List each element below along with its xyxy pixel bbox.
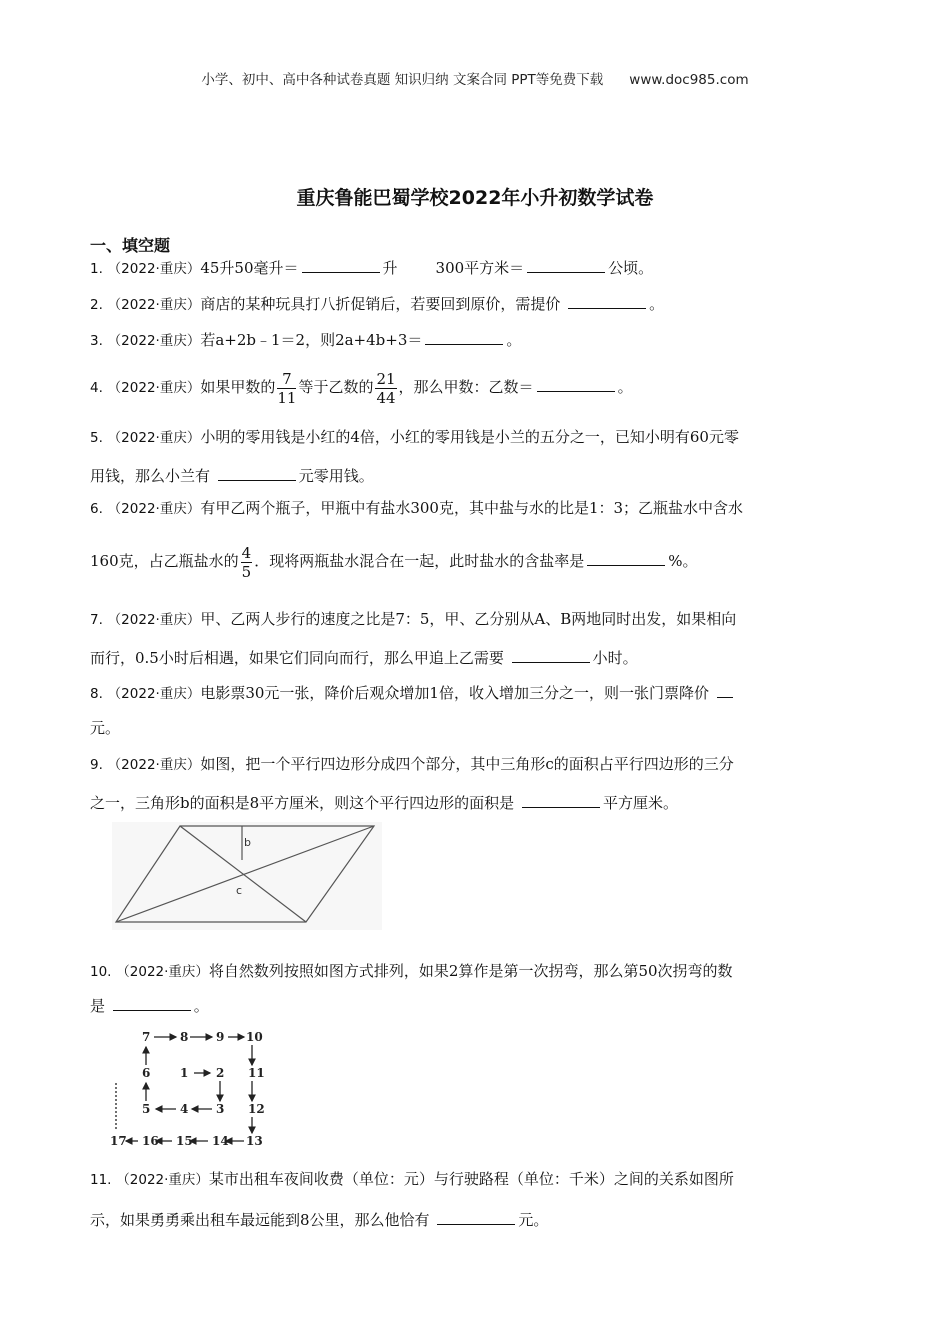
answer-blank[interactable] (512, 646, 590, 663)
answer-blank[interactable] (113, 994, 191, 1011)
spiral-number: 11 (248, 1066, 265, 1080)
answer-blank[interactable] (437, 1208, 515, 1225)
spiral-number: 1 (180, 1066, 189, 1080)
answer-blank[interactable] (587, 549, 665, 566)
number-spiral-figure (106, 1025, 276, 1151)
spiral-number: 15 (176, 1134, 193, 1148)
answer-blank[interactable] (527, 256, 605, 273)
answer-blank[interactable] (302, 256, 380, 273)
page-header (0, 68, 950, 88)
question-7: 7. （2022·重庆）甲、乙两人步行的速度之比是7：5，甲、乙分别从A、B两地同时出发，如果相向 而行，0.5小时后相遇，如果它们同向而行，那么甲追上乙需要 小时。 (90, 610, 737, 667)
spiral-number: 3 (216, 1102, 225, 1116)
parallelogram-figure (112, 822, 382, 930)
spiral-number: 4 (180, 1102, 189, 1116)
fraction: $\frac{21}{44}$ (376, 369, 396, 407)
page-title: 重庆鲁能巴蜀学校2022年小升初数学试卷 (296, 187, 654, 209)
spiral-number: 16 (142, 1134, 159, 1148)
question-10: 10. （2022·重庆）将自然数列按照如图方式排列，如果2算作是第一次拐弯，那么第50次拐弯的数 是 。 (90, 962, 733, 1015)
spiral-number: 14 (212, 1134, 229, 1148)
spiral-arrows (126, 1037, 252, 1141)
spiral-number: 12 (248, 1102, 265, 1116)
spiral-number: 9 (216, 1030, 225, 1044)
question-9: 9. （2022·重庆）如图，把一个平行四边形分成四个部分，其中三角形c的面积占平行四边形的三分 之一，三角形b的面积是8平方厘米，则这个平行四边形的面积是 平方厘米。 (90, 755, 734, 812)
spiral-number: 7 (142, 1030, 151, 1044)
spiral-number: 5 (142, 1102, 151, 1116)
answer-blank[interactable] (522, 791, 600, 808)
spiral-number: 10 (246, 1030, 263, 1044)
spiral-number: 13 (246, 1134, 263, 1148)
label-b: b (244, 836, 251, 849)
header-text: 小学、初中、高中各种试卷真题 知识归纳 文案合同 PPT等免费下载 (201, 72, 604, 88)
spiral-number: 6 (142, 1066, 151, 1080)
question-6: 6. （2022·重庆）有甲乙两个瓶子，甲瓶中有盐水300克，其中盐与水的比是1：3；乙瓶盐水中含水 160克，占乙瓶盐水的 $\frac{4}{5}$ ．现将两瓶盐水混合在一起，此时盐水的含盐率是 %。 (90, 499, 744, 581)
answer-blank[interactable] (568, 292, 646, 309)
question-8: 8. （2022·重庆）电影票30元一张，降价后观众增加1倍，收入增加三分之一，则一张门票降价 元。 (90, 674, 860, 747)
question-1: 1. （2022·重庆）45升50毫升＝ 升 300平方米＝ 公顷。 (90, 249, 860, 288)
fraction: $\frac{7}{11}$ (277, 369, 297, 407)
answer-blank[interactable] (717, 681, 733, 698)
spiral-number: 17 (110, 1134, 127, 1148)
section-title: 一、填空题 (90, 236, 171, 255)
question-2: 2. （2022·重庆）商店的某种玩具打八折促销后，若要回到原价，需提价 。 (90, 285, 860, 324)
question-4: 4. （2022·重庆）如果甲数的 $\frac{7}{11}$ 等于乙数的 $\frac{21}{44}$ ，那么甲数：乙数＝ 。 (90, 369, 633, 407)
label-c: c (236, 884, 243, 897)
question-3: 3. （2022·重庆）若a+2b﹣1＝2，则2a+4b+3＝ 。 (90, 321, 860, 360)
question-5: 5. （2022·重庆）小明的零用钱是小红的4倍，小红的零用钱是小兰的五分之一，已知小明有60元零 用钱，那么小兰有 元零用钱。 (90, 428, 739, 485)
spiral-number: 8 (180, 1030, 189, 1044)
fraction: $\frac{4}{5}$ (241, 543, 252, 581)
header-url[interactable]: www.doc985.com (629, 72, 749, 88)
answer-blank[interactable] (218, 464, 296, 481)
answer-blank[interactable] (537, 375, 615, 392)
answer-blank[interactable] (425, 328, 503, 345)
question-11: 11. （2022·重庆）某市出租车夜间收费（单位：元）与行驶路程（单位：千米）之间的关系如图所 示，如果勇勇乘出租车最远能到8公里，那么他恰有 元。 (90, 1170, 734, 1229)
spiral-number: 2 (216, 1066, 225, 1080)
